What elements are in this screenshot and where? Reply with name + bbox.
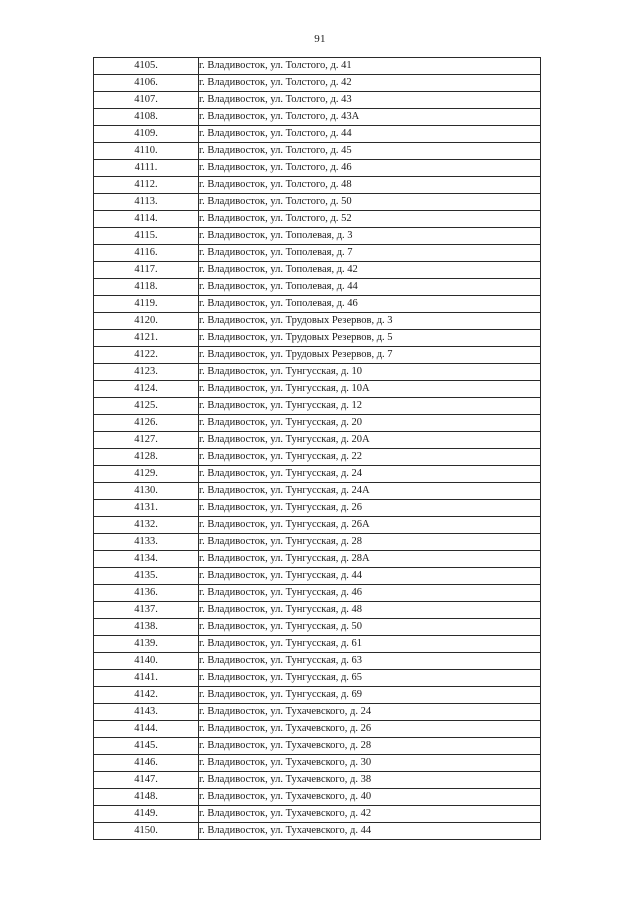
table-row bbox=[94, 823, 541, 840]
table-row bbox=[94, 449, 541, 466]
row-number: 4138. bbox=[94, 619, 199, 636]
row-number: 4137. bbox=[94, 602, 199, 619]
row-number: 4134. bbox=[94, 551, 199, 568]
address-cell: г. Владивосток, ул. Трудовых Резервов, д. 5 bbox=[199, 330, 541, 347]
table-row bbox=[94, 143, 541, 160]
page-number: 91 bbox=[314, 33, 326, 45]
table-row bbox=[94, 483, 541, 500]
row-number: 4129. bbox=[94, 466, 199, 483]
address-cell: г. Владивосток, ул. Тунгусская, д. 50 bbox=[199, 619, 541, 636]
table-row bbox=[94, 160, 541, 177]
table-row bbox=[94, 517, 541, 534]
address-cell: г. Владивосток, ул. Тунгусская, д. 61 bbox=[199, 636, 541, 653]
address-cell: г. Владивосток, ул. Тунгусская, д. 22 bbox=[199, 449, 541, 466]
row-number: 4112. bbox=[94, 177, 199, 194]
address-table bbox=[93, 57, 541, 840]
address-cell: г. Владивосток, ул. Толстого, д. 45 bbox=[199, 143, 541, 160]
address-cell: г. Владивосток, ул. Толстого, д. 43 bbox=[199, 92, 541, 109]
row-number: 4107. bbox=[94, 92, 199, 109]
table-row bbox=[94, 194, 541, 211]
table-row bbox=[94, 789, 541, 806]
row-number: 4123. bbox=[94, 364, 199, 381]
row-number: 4119. bbox=[94, 296, 199, 313]
address-cell: г. Владивосток, ул. Тунгусская, д. 20 bbox=[199, 415, 541, 432]
address-cell: г. Владивосток, ул. Тополевая, д. 46 bbox=[199, 296, 541, 313]
table-row bbox=[94, 126, 541, 143]
table-row bbox=[94, 398, 541, 415]
table-row bbox=[94, 772, 541, 789]
row-number: 4105. bbox=[94, 58, 199, 75]
row-number: 4135. bbox=[94, 568, 199, 585]
address-cell: г. Владивосток, ул. Толстого, д. 44 bbox=[199, 126, 541, 143]
address-cell: г. Владивосток, ул. Тунгусская, д. 63 bbox=[199, 653, 541, 670]
table-row bbox=[94, 738, 541, 755]
address-cell: г. Владивосток, ул. Толстого, д. 46 bbox=[199, 160, 541, 177]
table-row bbox=[94, 636, 541, 653]
table-row bbox=[94, 466, 541, 483]
row-number: 4116. bbox=[94, 245, 199, 262]
table-row bbox=[94, 330, 541, 347]
table-row bbox=[94, 177, 541, 194]
row-number: 4146. bbox=[94, 755, 199, 772]
address-cell: г. Владивосток, ул. Тунгусская, д. 44 bbox=[199, 568, 541, 585]
table-row bbox=[94, 75, 541, 92]
table-row bbox=[94, 415, 541, 432]
table-row bbox=[94, 670, 541, 687]
address-cell: г. Владивосток, ул. Тухачевского, д. 28 bbox=[199, 738, 541, 755]
address-cell: г. Владивосток, ул. Толстого, д. 41 bbox=[199, 58, 541, 75]
address-cell: г. Владивосток, ул. Тунгусская, д. 28А bbox=[199, 551, 541, 568]
address-cell: г. Владивосток, ул. Тунгусская, д. 24А bbox=[199, 483, 541, 500]
table-row bbox=[94, 687, 541, 704]
address-cell: г. Владивосток, ул. Тунгусская, д. 10 bbox=[199, 364, 541, 381]
row-number: 4109. bbox=[94, 126, 199, 143]
address-cell: г. Владивосток, ул. Тухачевского, д. 26 bbox=[199, 721, 541, 738]
address-cell: г. Владивосток, ул. Тополевая, д. 44 bbox=[199, 279, 541, 296]
address-cell: г. Владивосток, ул. Тополевая, д. 42 bbox=[199, 262, 541, 279]
row-number: 4147. bbox=[94, 772, 199, 789]
table-row bbox=[94, 279, 541, 296]
address-cell: г. Владивосток, ул. Тунгусская, д. 28 bbox=[199, 534, 541, 551]
row-number: 4141. bbox=[94, 670, 199, 687]
table-row bbox=[94, 602, 541, 619]
address-cell: г. Владивосток, ул. Тунгусская, д. 46 bbox=[199, 585, 541, 602]
table-row bbox=[94, 534, 541, 551]
address-cell: г. Владивосток, ул. Толстого, д. 43А bbox=[199, 109, 541, 126]
row-number: 4114. bbox=[94, 211, 199, 228]
row-number: 4132. bbox=[94, 517, 199, 534]
address-cell: г. Владивосток, ул. Тунгусская, д. 26А bbox=[199, 517, 541, 534]
address-cell: г. Владивосток, ул. Тунгусская, д. 26 bbox=[199, 500, 541, 517]
row-number: 4150. bbox=[94, 823, 199, 840]
row-number: 4126. bbox=[94, 415, 199, 432]
table-row bbox=[94, 585, 541, 602]
address-cell: г. Владивосток, ул. Тунгусская, д. 10А bbox=[199, 381, 541, 398]
table-row bbox=[94, 296, 541, 313]
row-number: 4130. bbox=[94, 483, 199, 500]
address-cell: г. Владивосток, ул. Тухачевского, д. 42 bbox=[199, 806, 541, 823]
table-row bbox=[94, 262, 541, 279]
row-number: 4142. bbox=[94, 687, 199, 704]
row-number: 4108. bbox=[94, 109, 199, 126]
table-row bbox=[94, 721, 541, 738]
row-number: 4125. bbox=[94, 398, 199, 415]
row-number: 4128. bbox=[94, 449, 199, 466]
row-number: 4149. bbox=[94, 806, 199, 823]
address-cell: г. Владивосток, ул. Толстого, д. 48 bbox=[199, 177, 541, 194]
row-number: 4106. bbox=[94, 75, 199, 92]
row-number: 4143. bbox=[94, 704, 199, 721]
address-cell: г. Владивосток, ул. Тунгусская, д. 48 bbox=[199, 602, 541, 619]
table-row bbox=[94, 58, 541, 75]
table-row bbox=[94, 568, 541, 585]
table-row bbox=[94, 551, 541, 568]
row-number: 4144. bbox=[94, 721, 199, 738]
address-cell: г. Владивосток, ул. Тухачевского, д. 38 bbox=[199, 772, 541, 789]
table-row bbox=[94, 313, 541, 330]
address-cell: г. Владивосток, ул. Тополевая, д. 7 bbox=[199, 245, 541, 262]
row-number: 4117. bbox=[94, 262, 199, 279]
address-cell: г. Владивосток, ул. Тухачевского, д. 24 bbox=[199, 704, 541, 721]
table-row bbox=[94, 347, 541, 364]
table-row bbox=[94, 653, 541, 670]
address-cell: г. Владивосток, ул. Тополевая, д. 3 bbox=[199, 228, 541, 245]
address-cell: г. Владивосток, ул. Тунгусская, д. 12 bbox=[199, 398, 541, 415]
table-row bbox=[94, 211, 541, 228]
row-number: 4140. bbox=[94, 653, 199, 670]
address-cell: г. Владивосток, ул. Тухачевского, д. 30 bbox=[199, 755, 541, 772]
table-row bbox=[94, 432, 541, 449]
table-row bbox=[94, 364, 541, 381]
address-cell: г. Владивосток, ул. Тухачевского, д. 44 bbox=[199, 823, 541, 840]
row-number: 4124. bbox=[94, 381, 199, 398]
row-number: 4145. bbox=[94, 738, 199, 755]
row-number: 4120. bbox=[94, 313, 199, 330]
row-number: 4133. bbox=[94, 534, 199, 551]
row-number: 4131. bbox=[94, 500, 199, 517]
row-number: 4115. bbox=[94, 228, 199, 245]
address-cell: г. Владивосток, ул. Тунгусская, д. 24 bbox=[199, 466, 541, 483]
row-number: 4121. bbox=[94, 330, 199, 347]
row-number: 4111. bbox=[94, 160, 199, 177]
address-cell: г. Владивосток, ул. Тунгусская, д. 65 bbox=[199, 670, 541, 687]
address-table-body bbox=[94, 58, 541, 840]
table-row bbox=[94, 92, 541, 109]
table-row bbox=[94, 381, 541, 398]
address-cell: г. Владивосток, ул. Тунгусская, д. 69 bbox=[199, 687, 541, 704]
row-number: 4139. bbox=[94, 636, 199, 653]
table-row bbox=[94, 109, 541, 126]
address-cell: г. Владивосток, ул. Тунгусская, д. 20А bbox=[199, 432, 541, 449]
address-cell: г. Владивосток, ул. Толстого, д. 50 bbox=[199, 194, 541, 211]
row-number: 4113. bbox=[94, 194, 199, 211]
table-row bbox=[94, 500, 541, 517]
address-cell: г. Владивосток, ул. Толстого, д. 42 bbox=[199, 75, 541, 92]
address-cell: г. Владивосток, ул. Тухачевского, д. 40 bbox=[199, 789, 541, 806]
row-number: 4148. bbox=[94, 789, 199, 806]
table-row bbox=[94, 755, 541, 772]
address-cell: г. Владивосток, ул. Толстого, д. 52 bbox=[199, 211, 541, 228]
table-row bbox=[94, 704, 541, 721]
address-cell: г. Владивосток, ул. Трудовых Резервов, д. 3 bbox=[199, 313, 541, 330]
address-cell: г. Владивосток, ул. Трудовых Резервов, д. 7 bbox=[199, 347, 541, 364]
table-row bbox=[94, 228, 541, 245]
table-row bbox=[94, 245, 541, 262]
row-number: 4122. bbox=[94, 347, 199, 364]
row-number: 4127. bbox=[94, 432, 199, 449]
table-row bbox=[94, 619, 541, 636]
row-number: 4110. bbox=[94, 143, 199, 160]
row-number: 4118. bbox=[94, 279, 199, 296]
table-row bbox=[94, 806, 541, 823]
row-number: 4136. bbox=[94, 585, 199, 602]
